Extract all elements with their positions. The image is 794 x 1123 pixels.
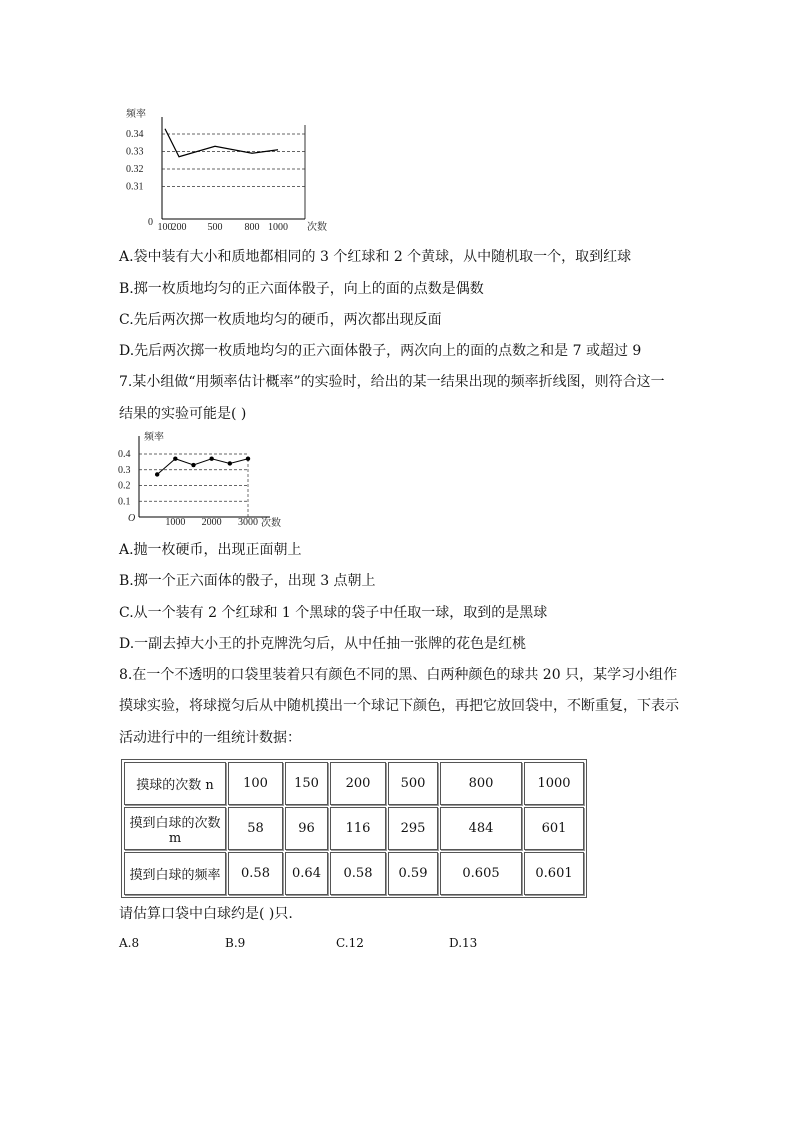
- table-cell: 295: [388, 807, 438, 850]
- frequency-chart-1: [110, 105, 340, 233]
- q8-option-b: B.9: [225, 936, 246, 950]
- data-point: [173, 457, 177, 461]
- origin-label: 0: [148, 217, 153, 228]
- q6-option-b: B.掷一枚质地均匀的正六面体骰子，向上的面的点数是偶数: [119, 281, 484, 297]
- row-label-white-frequency: 摸到白球的频率: [124, 852, 226, 895]
- row-label-trials: 摸球的次数 n: [124, 762, 226, 805]
- chart-2-svg: [110, 430, 290, 530]
- table-cell: 96: [285, 807, 328, 850]
- data-point: [246, 457, 250, 461]
- x-tick-label: 200: [171, 222, 187, 233]
- y-tick-label: 0.3: [118, 464, 131, 476]
- q8-ask: 请估算口袋中白球约是( )只.: [119, 906, 293, 922]
- q8-option-d: D.13: [449, 936, 478, 950]
- table-row: [124, 762, 584, 805]
- q8-option-c: C.12: [336, 936, 364, 950]
- q6-option-d: D.先后两次掷一枚质地均匀的正六面体骰子，两次向上的面的点数之和是 7 或超过 9: [119, 343, 642, 359]
- q8-stem-line-2: 摸球实验，将球搅匀后从中随机摸出一个球记下颜色，再把它放回袋中，不断重复，下表示: [119, 698, 679, 714]
- q7-stem-line-2: 结果的实验可能是( ): [119, 406, 247, 422]
- q7-option-c: C.从一个装有 2 个红球和 1 个黑球的袋子中任取一球，取到的是黑球: [119, 605, 548, 621]
- x-tick-label: 800: [244, 222, 260, 233]
- table-cell: 150: [285, 762, 328, 805]
- table-cell: 484: [440, 807, 522, 850]
- table-cell: 200: [330, 762, 386, 805]
- chart-1-svg: [110, 105, 340, 233]
- table-cell: 0.58: [330, 852, 386, 895]
- y-tick-label: 0.1: [118, 496, 131, 508]
- x-tick-label: 3000: [238, 517, 258, 528]
- table-cell: 0.58: [228, 852, 283, 895]
- table-row: [124, 852, 584, 895]
- x-axis-label: 次数: [307, 222, 327, 233]
- x-axis-label: 次数: [261, 518, 281, 529]
- table-cell: 0.605: [440, 852, 522, 895]
- series-line: [165, 129, 278, 157]
- y-axis-label: 频率: [126, 109, 146, 120]
- x-tick-label: 100: [157, 222, 173, 233]
- q7-option-a: A.抛一枚硬币，出现正面朝上: [119, 542, 302, 558]
- q7-option-b: B.掷一个正六面体的骰子，出现 3 点朝上: [119, 573, 376, 589]
- series-line: [157, 459, 248, 475]
- table-cell: 601: [524, 807, 584, 850]
- y-tick-label: 0.32: [126, 164, 144, 175]
- data-point: [209, 457, 213, 461]
- table-cell: 800: [440, 762, 522, 805]
- x-tick-label: 1000: [165, 517, 186, 528]
- table-cell: 100: [228, 762, 283, 805]
- table-cell: 58: [228, 807, 283, 850]
- stats-table: [121, 759, 587, 898]
- q8-stem-line-1: 8.在一个不透明的口袋里装着只有颜色不同的黑、白两种颜色的球共 20 只，某学习小组作: [119, 667, 678, 683]
- table-row: [124, 807, 584, 850]
- q6-option-a: A.袋中装有大小和质地都相同的 3 个红球和 2 个黄球，从中随机取一个，取到红球: [119, 249, 632, 265]
- x-tick-label: 2000: [201, 517, 222, 528]
- x-tick-label: 1000: [268, 222, 288, 233]
- x-tick-label: 500: [207, 222, 223, 233]
- table-cell: 0.601: [524, 852, 584, 895]
- q7-option-d: D.一副去掉大小王的扑克牌洗匀后，从中任抽一张牌的花色是红桃: [119, 636, 527, 652]
- data-point: [155, 472, 159, 476]
- table-cell: 1000: [524, 762, 584, 805]
- row-label-white-count: 摸到白球的次数 m: [124, 807, 226, 850]
- y-tick-label: 0.33: [126, 146, 144, 158]
- y-tick-label: 0.2: [118, 480, 131, 492]
- table-cell: 116: [330, 807, 386, 850]
- data-point: [191, 463, 195, 467]
- q8-option-a: A.8: [119, 936, 140, 950]
- frequency-chart-2: [110, 430, 290, 530]
- q7-stem-line-1: 7.某小组做“用频率估计概率”的实验时，给出的某一结果出现的频率折线图，则符合这一: [119, 374, 665, 390]
- q8-stem-line-3: 活动进行中的一组统计数据：: [119, 730, 301, 746]
- table-cell: 0.64: [285, 852, 328, 895]
- data-point: [228, 461, 232, 465]
- origin-label: O: [128, 513, 136, 524]
- table-cell: 500: [388, 762, 438, 805]
- q6-option-c: C.先后两次掷一枚质地均匀的硬币，两次都出现反面: [119, 312, 442, 328]
- y-tick-label: 0.31: [126, 181, 144, 193]
- y-tick-label: 0.34: [126, 129, 144, 140]
- y-axis-label: 频率: [144, 432, 164, 443]
- y-tick-label: 0.4: [118, 449, 131, 460]
- table-cell: 0.59: [388, 852, 438, 895]
